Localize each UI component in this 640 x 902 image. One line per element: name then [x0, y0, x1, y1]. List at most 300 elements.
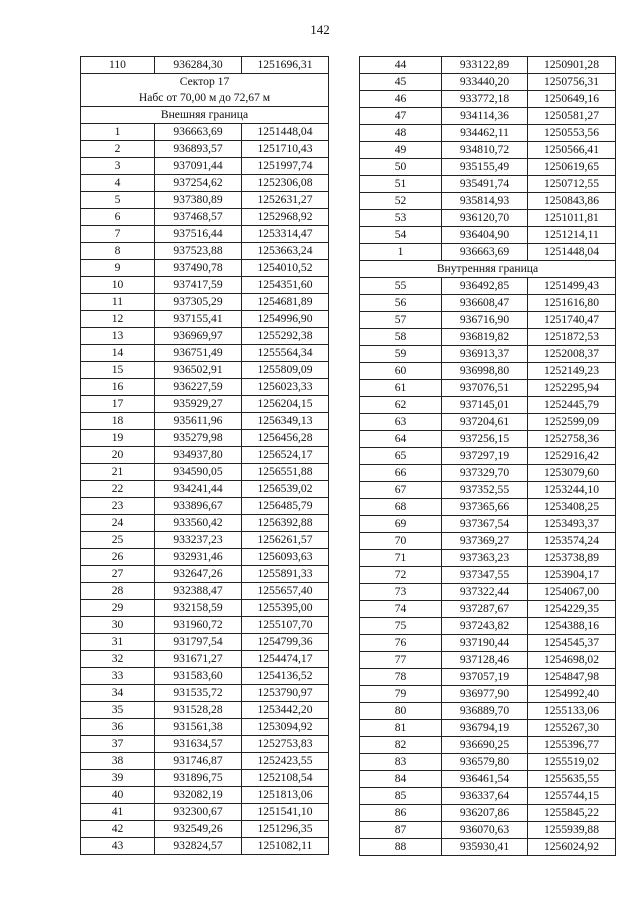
point-number: 21	[81, 464, 155, 481]
table-row	[360, 720, 616, 737]
coord-y: 1254681,89	[242, 294, 329, 311]
coord-y: 1252008,37	[528, 346, 616, 363]
table-row	[360, 754, 616, 771]
coord-y: 1250712,55	[528, 176, 616, 193]
point-number: 70	[360, 533, 442, 550]
coord-y: 1252758,36	[528, 431, 616, 448]
table-row	[81, 396, 329, 413]
coord-x: 936751,49	[155, 345, 242, 362]
point-number: 69	[360, 516, 442, 533]
coord-y: 1254010,52	[242, 260, 329, 277]
table-row	[81, 430, 329, 447]
sector-header	[81, 74, 329, 107]
point-number: 6	[81, 209, 155, 226]
table-row	[360, 346, 616, 363]
coord-y: 1256349,13	[242, 413, 329, 430]
coord-y: 1251616,80	[528, 295, 616, 312]
table-row	[81, 57, 329, 74]
coord-x: 936889,70	[442, 703, 528, 720]
table-row	[81, 515, 329, 532]
table-row	[360, 822, 616, 839]
table-row	[360, 329, 616, 346]
coord-y: 1250553,56	[528, 125, 616, 142]
table-row	[360, 465, 616, 482]
coord-y: 1253663,24	[242, 243, 329, 260]
point-number: 45	[360, 74, 442, 91]
point-number: 24	[81, 515, 155, 532]
table-row	[81, 821, 329, 838]
coord-x: 936070,63	[442, 822, 528, 839]
coord-y: 1253094,92	[242, 719, 329, 736]
point-number: 23	[81, 498, 155, 515]
point-number: 35	[81, 702, 155, 719]
coord-y: 1251740,47	[528, 312, 616, 329]
point-number: 1	[81, 124, 155, 141]
coord-y: 1252306,08	[242, 175, 329, 192]
point-number: 58	[360, 329, 442, 346]
point-number: 60	[360, 363, 442, 380]
table-row	[360, 652, 616, 669]
point-number: 13	[81, 328, 155, 345]
coord-y: 1251541,10	[242, 804, 329, 821]
coord-y: 1255267,30	[528, 720, 616, 737]
point-number: 88	[360, 839, 442, 856]
coord-y: 1254474,17	[242, 651, 329, 668]
point-number: 28	[81, 583, 155, 600]
coord-x: 932082,19	[155, 787, 242, 804]
coord-y: 1254799,36	[242, 634, 329, 651]
coord-y: 1253408,25	[528, 499, 616, 516]
coord-y: 1252753,83	[242, 736, 329, 753]
coord-x: 936969,97	[155, 328, 242, 345]
table-row	[81, 175, 329, 192]
coord-y: 1251997,74	[242, 158, 329, 175]
point-number: 50	[360, 159, 442, 176]
table-row	[360, 686, 616, 703]
table-row	[81, 600, 329, 617]
point-number: 80	[360, 703, 442, 720]
table-row	[81, 770, 329, 787]
table-row	[81, 753, 329, 770]
coord-y: 1251499,43	[528, 278, 616, 295]
point-number: 22	[81, 481, 155, 498]
coord-y: 1252295,94	[528, 380, 616, 397]
table-row	[81, 787, 329, 804]
point-number: 52	[360, 193, 442, 210]
coord-y: 1250843,86	[528, 193, 616, 210]
point-number: 78	[360, 669, 442, 686]
coord-x: 937523,88	[155, 243, 242, 260]
point-number: 40	[81, 787, 155, 804]
table-row	[360, 91, 616, 108]
table-row	[81, 617, 329, 634]
table-row	[360, 414, 616, 431]
point-number: 30	[81, 617, 155, 634]
table-row	[81, 192, 329, 209]
coord-x: 931535,72	[155, 685, 242, 702]
coord-x: 937417,59	[155, 277, 242, 294]
point-number: 7	[81, 226, 155, 243]
point-number: 71	[360, 550, 442, 567]
coord-x: 931797,54	[155, 634, 242, 651]
coord-x: 931561,38	[155, 719, 242, 736]
table-row	[81, 447, 329, 464]
point-number: 32	[81, 651, 155, 668]
coord-x: 937297,19	[442, 448, 528, 465]
point-number: 42	[81, 821, 155, 838]
coord-x: 933772,18	[442, 91, 528, 108]
point-number: 1	[360, 244, 442, 261]
table-row	[81, 328, 329, 345]
coord-y: 1254847,98	[528, 669, 616, 686]
coord-x: 932158,59	[155, 600, 242, 617]
coord-y: 1252108,54	[242, 770, 329, 787]
table-row	[360, 193, 616, 210]
coord-x: 936502,91	[155, 362, 242, 379]
coord-y: 1254067,00	[528, 584, 616, 601]
table-row	[360, 176, 616, 193]
point-number: 47	[360, 108, 442, 125]
coord-x: 933896,67	[155, 498, 242, 515]
coord-y: 1253314,47	[242, 226, 329, 243]
sector-title: Сектор 17	[179, 75, 230, 88]
table-row	[81, 719, 329, 736]
table-row	[360, 499, 616, 516]
coord-x: 933237,23	[155, 532, 242, 549]
table-row	[360, 601, 616, 618]
point-number: 56	[360, 295, 442, 312]
table-row	[81, 209, 329, 226]
table-row	[81, 362, 329, 379]
point-number: 43	[81, 838, 155, 855]
coord-y: 1256392,88	[242, 515, 329, 532]
coord-y: 1256261,57	[242, 532, 329, 549]
point-number: 73	[360, 584, 442, 601]
coord-x: 937254,62	[155, 175, 242, 192]
coord-x: 932549,26	[155, 821, 242, 838]
point-number: 2	[81, 141, 155, 158]
coord-x: 937204,61	[442, 414, 528, 431]
point-number: 72	[360, 567, 442, 584]
point-number: 75	[360, 618, 442, 635]
point-number: 84	[360, 771, 442, 788]
point-number: 41	[81, 804, 155, 821]
table-row	[360, 227, 616, 244]
coord-y: 1253904,17	[528, 567, 616, 584]
coord-x: 935279,98	[155, 430, 242, 447]
coord-y: 1255891,33	[242, 566, 329, 583]
table-row	[360, 618, 616, 635]
point-number: 82	[360, 737, 442, 754]
table-row	[81, 260, 329, 277]
coord-y: 1253790,97	[242, 685, 329, 702]
point-number: 87	[360, 822, 442, 839]
point-number: 62	[360, 397, 442, 414]
coordinates-table-right	[359, 56, 616, 856]
table-row	[360, 703, 616, 720]
table-row	[360, 380, 616, 397]
table-row	[360, 74, 616, 91]
coord-y: 1252916,42	[528, 448, 616, 465]
table-row	[360, 635, 616, 652]
coord-y: 1255939,88	[528, 822, 616, 839]
coord-y: 1255519,02	[528, 754, 616, 771]
coord-x: 936404,90	[442, 227, 528, 244]
coord-y: 1252149,23	[528, 363, 616, 380]
point-number: 27	[81, 566, 155, 583]
point-number: 76	[360, 635, 442, 652]
coord-x: 936893,57	[155, 141, 242, 158]
point-number: 110	[81, 57, 155, 74]
point-number: 3	[81, 158, 155, 175]
coord-y: 1254996,90	[242, 311, 329, 328]
table-row	[81, 634, 329, 651]
coord-x: 935929,27	[155, 396, 242, 413]
point-number: 26	[81, 549, 155, 566]
table-row	[360, 533, 616, 550]
coord-y: 1253493,37	[528, 516, 616, 533]
coord-x: 936998,80	[442, 363, 528, 380]
coord-x: 933560,42	[155, 515, 242, 532]
coord-x: 936227,59	[155, 379, 242, 396]
coord-x: 936284,30	[155, 57, 242, 74]
coord-y: 1256093,63	[242, 549, 329, 566]
point-number: 5	[81, 192, 155, 209]
point-number: 12	[81, 311, 155, 328]
coord-y: 1255107,70	[242, 617, 329, 634]
coord-y: 1251448,04	[528, 244, 616, 261]
coord-y: 1254229,35	[528, 601, 616, 618]
table-row	[360, 516, 616, 533]
coord-x: 934241,44	[155, 481, 242, 498]
table-row	[360, 397, 616, 414]
coord-y: 1255564,34	[242, 345, 329, 362]
coord-x: 936819,82	[442, 329, 528, 346]
coord-x: 934114,36	[442, 108, 528, 125]
coord-x: 933122,89	[442, 57, 528, 74]
coord-y: 1253244,10	[528, 482, 616, 499]
coord-y: 1254351,60	[242, 277, 329, 294]
coord-x: 936690,25	[442, 737, 528, 754]
coord-y: 1253574,24	[528, 533, 616, 550]
point-number: 29	[81, 600, 155, 617]
coord-x: 937365,66	[442, 499, 528, 516]
table-row	[81, 464, 329, 481]
coord-x: 931583,60	[155, 668, 242, 685]
coord-y: 1255744,15	[528, 788, 616, 805]
coord-x: 934462,11	[442, 125, 528, 142]
coord-x: 936207,86	[442, 805, 528, 822]
coord-y: 1250649,16	[528, 91, 616, 108]
coord-x: 937367,54	[442, 516, 528, 533]
coord-x: 932388,47	[155, 583, 242, 600]
section-header-row	[81, 107, 329, 124]
point-number: 34	[81, 685, 155, 702]
coord-x: 931671,27	[155, 651, 242, 668]
table-row	[81, 532, 329, 549]
point-number: 81	[360, 720, 442, 737]
point-number: 74	[360, 601, 442, 618]
coord-x: 932300,67	[155, 804, 242, 821]
point-number: 15	[81, 362, 155, 379]
point-number: 18	[81, 413, 155, 430]
coord-y: 1251214,11	[528, 227, 616, 244]
table-row	[81, 226, 329, 243]
coord-x: 936461,54	[442, 771, 528, 788]
table-row	[81, 838, 329, 855]
point-number: 54	[360, 227, 442, 244]
coord-y: 1256023,33	[242, 379, 329, 396]
coord-y: 1255396,77	[528, 737, 616, 754]
table-row	[81, 243, 329, 260]
coordinates-table-left	[80, 56, 329, 855]
table-row	[81, 345, 329, 362]
coord-x: 933440,20	[442, 74, 528, 91]
coord-y: 1252445,79	[528, 397, 616, 414]
coord-x: 935611,96	[155, 413, 242, 430]
coord-x: 937352,55	[442, 482, 528, 499]
coord-y: 1251813,06	[242, 787, 329, 804]
coord-x: 936492,85	[442, 278, 528, 295]
table-row	[360, 737, 616, 754]
table-row	[360, 839, 616, 856]
coord-y: 1256204,15	[242, 396, 329, 413]
point-number: 49	[360, 142, 442, 159]
coord-y: 1256485,79	[242, 498, 329, 515]
coord-y: 1250756,31	[528, 74, 616, 91]
coord-y: 1256024,92	[528, 839, 616, 856]
coord-y: 1256456,28	[242, 430, 329, 447]
coord-y: 1251696,31	[242, 57, 329, 74]
point-number: 38	[81, 753, 155, 770]
coord-x: 932647,26	[155, 566, 242, 583]
coord-y: 1254388,16	[528, 618, 616, 635]
coord-x: 937490,78	[155, 260, 242, 277]
coord-x: 936337,64	[442, 788, 528, 805]
inner-boundary-title: Внутренняя граница	[360, 261, 616, 278]
point-number: 63	[360, 414, 442, 431]
point-number: 55	[360, 278, 442, 295]
coord-x: 937145,01	[442, 397, 528, 414]
coord-y: 1254992,40	[528, 686, 616, 703]
sector-subtitle: Набс от 70,00 м до 72,67 м	[138, 91, 271, 104]
point-number: 48	[360, 125, 442, 142]
table-row	[360, 159, 616, 176]
coord-x: 932931,46	[155, 549, 242, 566]
table-row	[360, 244, 616, 261]
coord-y: 1251448,04	[242, 124, 329, 141]
table-row	[360, 278, 616, 295]
coord-x: 937369,27	[442, 533, 528, 550]
point-number: 51	[360, 176, 442, 193]
coord-x: 937347,55	[442, 567, 528, 584]
point-number: 79	[360, 686, 442, 703]
coord-x: 934810,72	[442, 142, 528, 159]
point-number: 36	[81, 719, 155, 736]
coord-y: 1255292,38	[242, 328, 329, 345]
table-row	[360, 125, 616, 142]
table-row	[81, 804, 329, 821]
coord-x: 936608,47	[442, 295, 528, 312]
table-row	[360, 567, 616, 584]
coord-y: 1254545,37	[528, 635, 616, 652]
coord-x: 936977,90	[442, 686, 528, 703]
coord-y: 1255133,06	[528, 703, 616, 720]
coord-y: 1255635,55	[528, 771, 616, 788]
coord-y: 1256524,17	[242, 447, 329, 464]
table-row	[360, 584, 616, 601]
point-number: 17	[81, 396, 155, 413]
coord-y: 1252423,55	[242, 753, 329, 770]
coord-y: 1250566,41	[528, 142, 616, 159]
coord-y: 1255657,40	[242, 583, 329, 600]
point-number: 39	[81, 770, 155, 787]
coord-y: 1251296,35	[242, 821, 329, 838]
coord-y: 1250901,28	[528, 57, 616, 74]
table-row	[81, 668, 329, 685]
table-row	[360, 805, 616, 822]
coord-y: 1253738,89	[528, 550, 616, 567]
coord-x: 937076,51	[442, 380, 528, 397]
coord-x: 936663,69	[442, 244, 528, 261]
coord-x: 937155,41	[155, 311, 242, 328]
table-row	[81, 294, 329, 311]
coord-x: 936913,37	[442, 346, 528, 363]
coord-x: 937305,29	[155, 294, 242, 311]
point-number: 16	[81, 379, 155, 396]
point-number: 25	[81, 532, 155, 549]
sector-header-row	[81, 74, 329, 107]
coord-x: 937190,44	[442, 635, 528, 652]
coord-y: 1252599,09	[528, 414, 616, 431]
coord-x: 931746,87	[155, 753, 242, 770]
table-row	[360, 771, 616, 788]
table-row	[81, 124, 329, 141]
table-row	[81, 736, 329, 753]
coord-y: 1252631,27	[242, 192, 329, 209]
coord-y: 1256539,02	[242, 481, 329, 498]
coord-y: 1253079,60	[528, 465, 616, 482]
coord-x: 936663,69	[155, 124, 242, 141]
coord-y: 1254698,02	[528, 652, 616, 669]
coord-x: 937287,67	[442, 601, 528, 618]
point-number: 37	[81, 736, 155, 753]
coord-x: 937256,15	[442, 431, 528, 448]
coord-x: 935155,49	[442, 159, 528, 176]
point-number: 44	[360, 57, 442, 74]
point-number: 67	[360, 482, 442, 499]
table-row	[360, 448, 616, 465]
coord-y: 1254136,52	[242, 668, 329, 685]
point-number: 8	[81, 243, 155, 260]
point-number: 14	[81, 345, 155, 362]
point-number: 33	[81, 668, 155, 685]
point-number: 77	[360, 652, 442, 669]
coord-y: 1251710,43	[242, 141, 329, 158]
coord-x: 931960,72	[155, 617, 242, 634]
table-row	[81, 685, 329, 702]
table-row	[81, 566, 329, 583]
point-number: 31	[81, 634, 155, 651]
coord-x: 937380,89	[155, 192, 242, 209]
table-row	[81, 651, 329, 668]
coord-x: 936120,70	[442, 210, 528, 227]
point-number: 83	[360, 754, 442, 771]
coord-x: 935930,41	[442, 839, 528, 856]
point-number: 59	[360, 346, 442, 363]
coord-y: 1256551,88	[242, 464, 329, 481]
coord-y: 1251872,53	[528, 329, 616, 346]
